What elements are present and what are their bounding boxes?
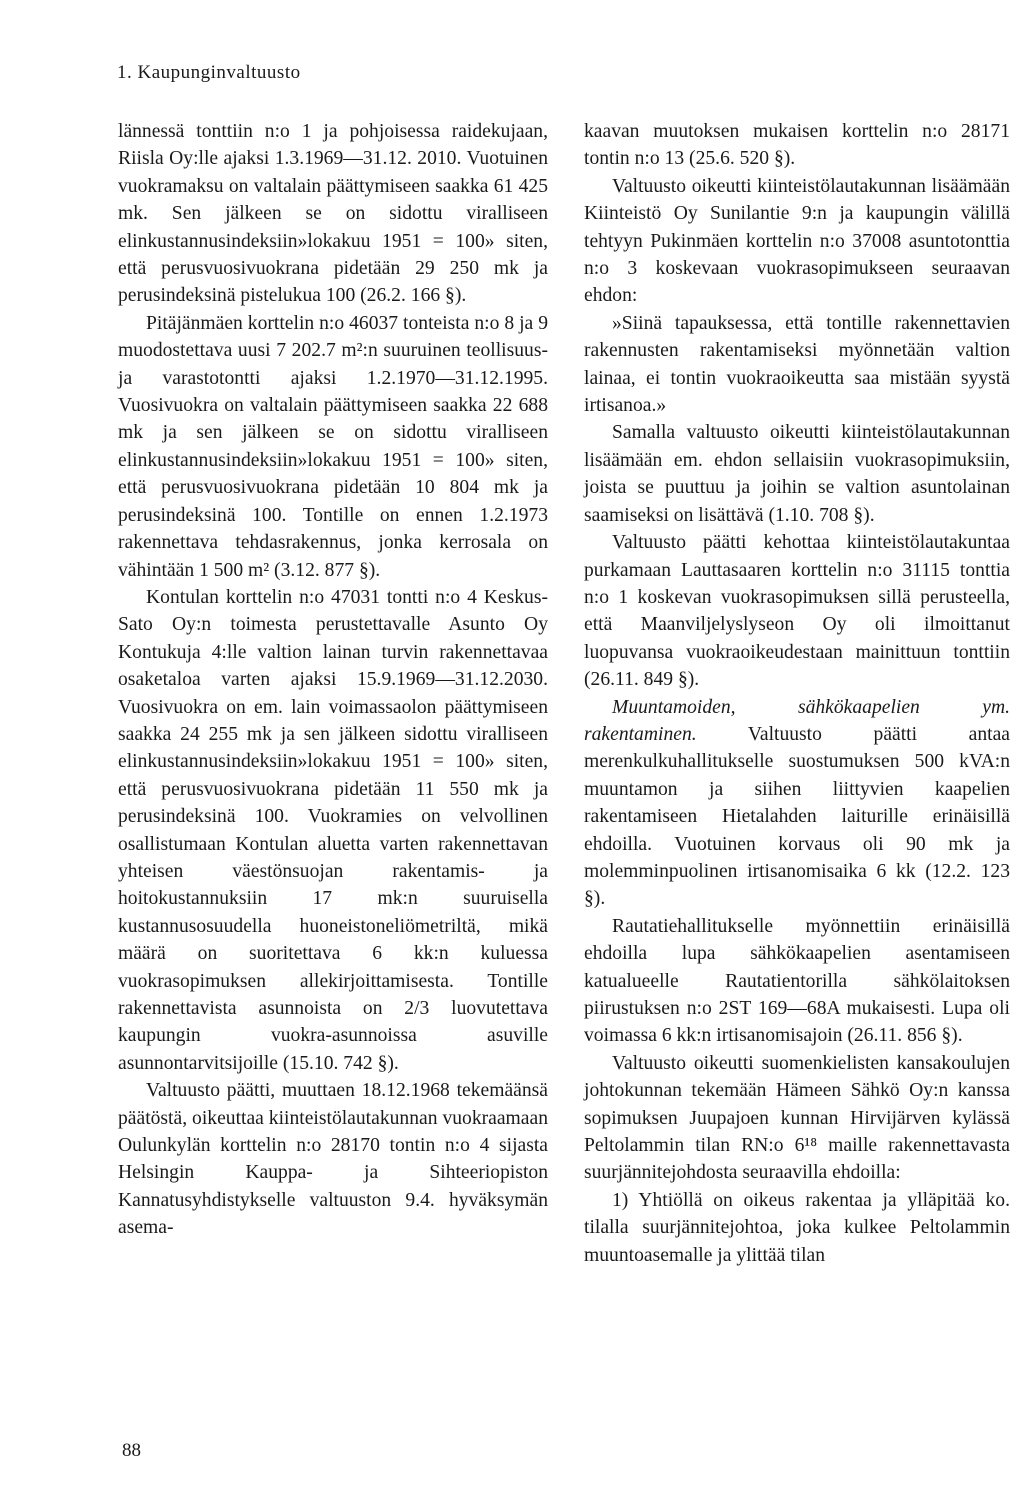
running-header: 1. Kaupunginvaltuusto	[117, 62, 301, 83]
paragraph-body: Valtuusto päätti antaa merenkulkuhallitukselle suostumuksen 500 kVA:n muuntamon ja siihen liittyvien kaapelien rakentamiseen Hietalahden laiturille erinäisillä ehdoilla. Vuotuinen korvaus oli 90 mk ja molemminpuolinen irtisanomisaika 6 kk (12.2. 123 §).	[584, 723, 1010, 910]
paragraph: Kontulan korttelin n:o 47031 tontti n:o 4 Keskus-Sato Oy:n toimesta perustettavalle Asunto Oy Kontukuja 4:lle valtion lainan turvin rakennettavaa osaketaloa varten ajaksi 15.9.1969—31.12.2030. Vuosivuokra on em. lain voimassaolon päättymiseen saakka 24 255 mk ja sen jälkeen sidottu viralliseen elinkustannusindeksiin»lokakuu 1951 = 100» siten, että perusvuosivuokrana pidetään 11 550 mk ja perusindeksinä 100. Vuokramies on velvollinen osallistumaan Kontulan aluetta varten rakennettavan yhteisen väestönsuojan rakentamis- ja hoitokustannuksiin 17 mk:n suuruisella kustannusosuudella huoneistoneliömetriltä, mikä määrä on suoritettava 6 kk:n kuluessa vuokrasopimuksen allekirjoittamisesta. Tontille rakennettavista asunnoista on 2/3 luovutettava kaupungin vuokra-asunnoissa asuville asunnontarvitsijoille (15.10. 742 §).	[118, 586, 548, 1074]
paragraph: Rautatiehallitukselle myönnettiin erinäisillä ehdoilla lupa sähkökaapelien asentamiseen katualueelle Rautatientorilla sähkölaitoksen piirustuksen n:o 2ST 169—68A mukaisesti. Lupa oli voimassa 6 kk:n irtisanomisajoin (26.11. 856 §).	[584, 915, 1010, 1047]
paragraph: Samalla valtuusto oikeutti kiinteistölautakunnan lisäämään em. ehdon sellaisiin vuokrasopimuksiin, joista se puuttuu ja joihin se valtion asuntolainan saamiseksi on lisättävä (1.10. 708 §).	[584, 422, 1010, 526]
left-column	[118, 118, 548, 1242]
page-number: 88	[122, 1440, 141, 1461]
paragraph: »Siinä tapauksessa, että tontille rakennettavien rakennusten rakentamiseksi myönnetään valtion lainaa, ei tontin vuokraoikeutta saa mistään syystä irtisanoa.»	[584, 312, 1010, 417]
paragraph-with-heading	[584, 694, 1010, 913]
paragraph: Valtuusto oikeutti suomenkielisten kansakoulujen johtokunnan tekemään Hämeen Sähkö Oy:n kanssa sopimuksen Juupajoen kunnan Hirvijärven kylässä Peltolammin tilan RN:o 6¹⁸ maille rakennettavasta suurjännitejohdosta seuraavilla ehdoilla:	[584, 1052, 1010, 1184]
paragraph: Valtuusto päätti, muuttaen 18.12.1968 tekemäänsä päätöstä, oikeuttaa kiinteistölautakunnan vuokraamaan Oulunkylän korttelin n:o 28170 tontin n:o 4 sijasta Helsingin Kauppa- ja Sihteeriopiston Kannatusyhdistykselle valtuuston 9.4. hyväksymän asema-	[118, 1080, 548, 1239]
paragraph: lännessä tonttiin n:o 1 ja pohjoisessa raidekujaan, Riisla Oy:lle ajaksi 1.3.1969—31.12. 2010. Vuotuinen vuokramaksu on valtalain päättymiseen saakka 61 425 mk. Sen jälkeen se on sidottu viralliseen elinkustannusindeksiin»lokakuu 1951 = 100» siten, että perusvuosivuokrana pidetään 29 250 mk ja perusindeksinä pistelukua 100 (26.2. 166 §).	[118, 121, 548, 307]
paragraph: Pitäjänmäen korttelin n:o 46037 tonteista n:o 8 ja 9 muodostettava uusi 7 202.7 m²:n suuruinen teollisuus- ja varastotontti ajaksi 1.2.1970—31.12.1995. Vuosivuokra on valtalain päättymiseen saakka 22 688 mk ja sen jälkeen se on sidottu viralliseen elinkustannusindeksiin»lokakuu 1951 = 100» siten, että perusvuosivuokrana pidetään 10 804 mk ja perusindeksinä 100. Tontille on ennen 1.2.1973 rakennettava tehdasrakennus, jonka kerrosala on vähintään 1 500 m² (3.12. 877 §).	[118, 312, 548, 581]
paragraph: Valtuusto oikeutti kiinteistölautakunnan lisäämään Kiinteistö Oy Sunilantie 9:n ja kaupungin välillä tehtyyn Pukinmäen korttelin n:o 37008 asuntotonttia n:o 3 koskevaan vuokrasopimukseen seuraavan ehdon:	[584, 175, 1010, 307]
right-column	[584, 118, 1010, 1269]
section-heading: Muuntamoiden, sähkökaapelien ym. rakentaminen.	[584, 696, 1010, 745]
paragraph: 1) Yhtiöllä on oikeus rakentaa ja ylläpitää ko. tilalla suurjännitejohtoa, joka kulkee Peltolammin muuntoasemalle ja ylittää tilan	[584, 1189, 1010, 1266]
paragraph: Valtuusto päätti kehottaa kiinteistölautakuntaa purkamaan Lauttasaaren korttelin n:o 31115 tonttia n:o 1 koskevan vuokrasopimuksen sillä perusteella, että Maanviljelyslyseon Oy oli ilmoittanut luopuvansa vuokraoikeudestaan mainittuun tonttiin (26.11. 849 §).	[584, 532, 1010, 691]
paragraph: kaavan muutoksen mukaisen korttelin n:o 28171 tontin n:o 13 (25.6. 520 §).	[584, 121, 1010, 170]
